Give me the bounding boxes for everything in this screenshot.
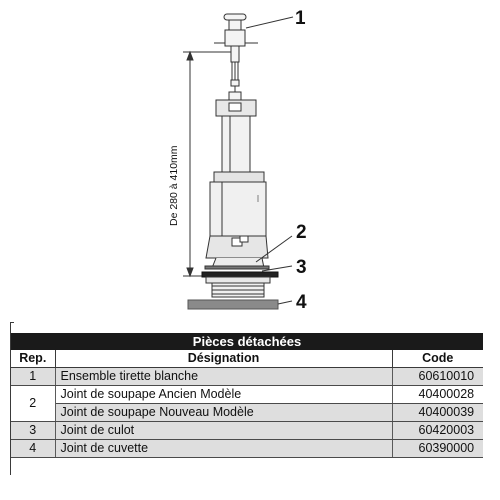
designation-cell: Joint de cuvette bbox=[55, 440, 392, 458]
base-seal-part-3 bbox=[202, 272, 278, 277]
bowl-seal-part-4 bbox=[188, 300, 278, 309]
table-row bbox=[11, 368, 483, 386]
header-code: Code bbox=[392, 350, 483, 368]
rep-cell: 3 bbox=[11, 422, 55, 440]
header-designation: Désignation bbox=[55, 350, 392, 368]
header-rep: Rep. bbox=[11, 350, 55, 368]
code-cell: 60610010 bbox=[392, 368, 483, 386]
callout-4: 4 bbox=[296, 292, 307, 313]
valve-seal-part-2 bbox=[205, 266, 269, 269]
rep-cell: 2 bbox=[11, 386, 55, 422]
designation-cell: Joint de soupape Nouveau Modèle bbox=[55, 404, 392, 422]
code-cell: 40400028 bbox=[392, 386, 483, 404]
table-row bbox=[11, 404, 483, 422]
callout-1: 1 bbox=[295, 8, 306, 29]
designation-cell: Ensemble tirette blanche bbox=[55, 368, 392, 386]
callout-2: 2 bbox=[296, 222, 307, 243]
table-frame-top bbox=[10, 322, 14, 323]
code-cell: 60390000 bbox=[392, 440, 483, 458]
valve-body bbox=[206, 100, 268, 268]
rep-cell: 4 bbox=[11, 440, 55, 458]
table-row bbox=[11, 386, 483, 404]
table-row bbox=[11, 422, 483, 440]
table-row bbox=[11, 440, 483, 458]
designation-cell: Joint de soupape Ancien Modèle bbox=[55, 386, 392, 404]
table-title: Pièces détachées bbox=[11, 333, 483, 350]
code-cell: 40400039 bbox=[392, 404, 483, 422]
callout-3: 3 bbox=[296, 257, 307, 278]
code-cell: 60420003 bbox=[392, 422, 483, 440]
rep-cell: 1 bbox=[11, 368, 55, 386]
designation-cell: Joint de culot bbox=[55, 422, 392, 440]
parts-table bbox=[11, 333, 483, 458]
nut-base bbox=[206, 277, 270, 297]
dimension-label: De 280 à 410mm bbox=[168, 145, 180, 226]
